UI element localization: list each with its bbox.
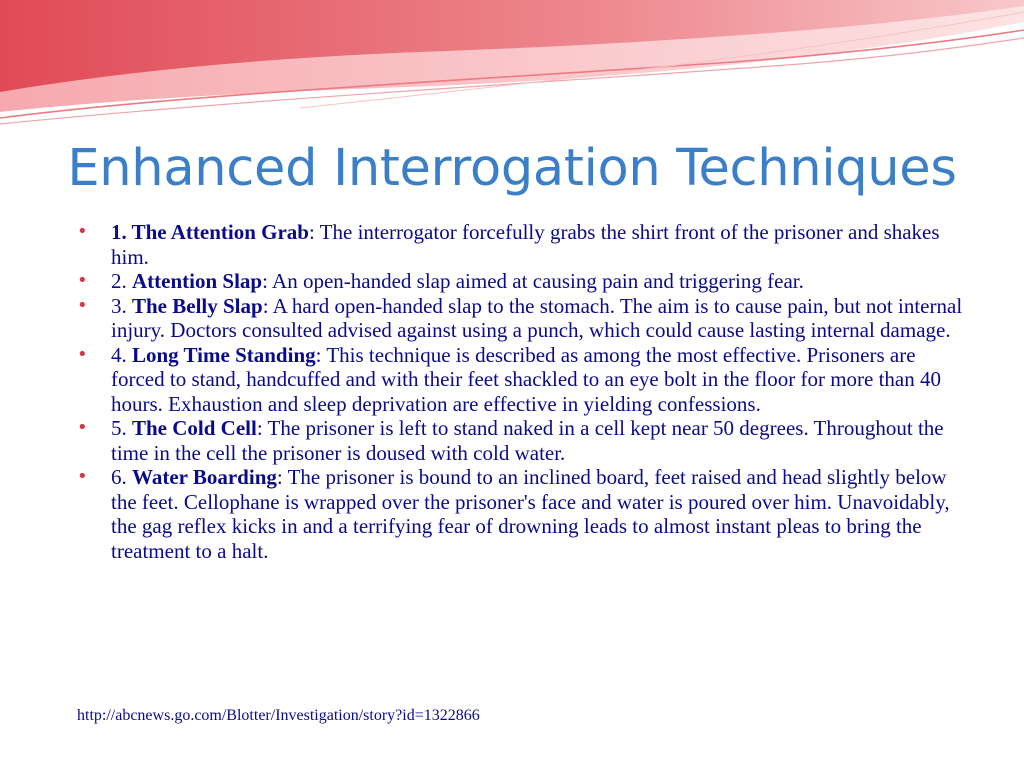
- bullet-icon: •: [77, 466, 88, 487]
- technique-list: [77, 220, 967, 563]
- item-description: : The prisoner is bound to an inclined board, feet raised and head slightly below the feet. Cellophane is wrapped over the prisoner's face and water is poured over him. Unavoidably, the gag reflex kicks in and a terrifying fear of drowning leads to almost instant pleas to bring the treatment to a halt.: [111, 465, 950, 563]
- item-name: Water Boarding: [132, 465, 277, 489]
- item-description: : The prisoner is left to stand naked in a cell kept near 50 degrees. Throughout the time in the cell the prisoner is doused with cold water.: [111, 416, 944, 465]
- item-name: Long Time Standing: [132, 342, 316, 367]
- item-name: Attention Slap: [132, 269, 263, 293]
- item-description: : An open-handed slap aimed at causing pain and triggering fear.: [262, 269, 804, 293]
- item-number: 3.: [111, 293, 132, 318]
- item-name: The Cold Cell: [132, 416, 257, 440]
- list-item: [77, 294, 967, 343]
- list-item: [77, 465, 967, 563]
- bullet-icon: •: [77, 221, 88, 242]
- bullet-icon: •: [77, 294, 88, 316]
- list-item: [77, 416, 967, 465]
- list-item: [77, 269, 967, 294]
- source-url[interactable]: http://abcnews.go.com/Blotter/Investigation/story?id=1322866: [77, 707, 480, 724]
- item-description: : This technique is described as among the most effective. Prisoners are forced to stand, handcuffed and with their feet shackled to an eye bolt in the floor for more than 40 hours. Exhaustion and sleep deprivation are effective in yielding confessions.: [111, 342, 942, 416]
- list-item: [77, 220, 967, 269]
- item-description: : A hard open-handed slap to the stomach. The aim is to cause pain, but not internal injury. Doctors consulted advised against using a punch, which could cause lasting internal damage.: [111, 293, 963, 342]
- item-number: 2.: [111, 269, 132, 293]
- item-number: 5.: [111, 416, 132, 440]
- header-wave-decoration: [0, 0, 1024, 130]
- item-name: The Belly Slap: [132, 293, 263, 318]
- item-name: The Attention Grab: [131, 220, 309, 244]
- bullet-icon: •: [77, 343, 88, 365]
- bullet-icon: •: [77, 270, 88, 291]
- item-number: 1.: [111, 220, 132, 244]
- item-number: 4.: [111, 342, 132, 367]
- slide-title: Enhanced Interrogation Techniques: [67, 139, 957, 198]
- item-number: 6.: [111, 465, 132, 489]
- bullet-icon: •: [77, 417, 88, 438]
- list-item: [77, 343, 967, 417]
- item-description: : The interrogator forcefully grabs the shirt front of the prisoner and shakes him.: [111, 220, 940, 269]
